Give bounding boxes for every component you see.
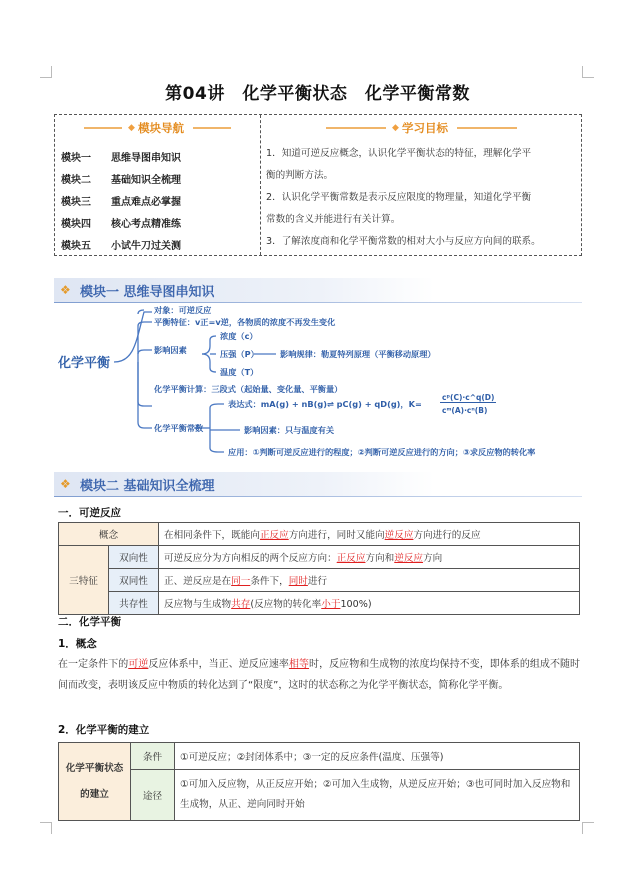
path-label: 途径 [131, 769, 175, 820]
banner-title: 模块二 基础知识全梳理 [80, 479, 215, 494]
diamond-icon: ◆ [392, 123, 399, 133]
module-key: 模块四 [61, 218, 91, 230]
mind-map [54, 302, 582, 460]
mindmap-factors: 影响因素 [154, 345, 187, 355]
feature-cell [159, 592, 580, 615]
module-item[interactable] [61, 145, 257, 167]
table-row [59, 569, 580, 592]
goals-header [260, 119, 583, 137]
text-run: 方向 [423, 553, 443, 564]
feature-cell [159, 569, 580, 592]
text-run: (反应物的转化率 [250, 599, 322, 610]
mindmap-factor-concentration: 浓度（c） [220, 331, 258, 341]
mindmap-factor-temperature: 温度（T） [220, 367, 259, 377]
section-banner-basics [54, 472, 582, 496]
highlight-text: 相等 [288, 659, 310, 670]
table-row [59, 546, 580, 569]
goal-line: 衡的判断方法。 [266, 170, 334, 181]
module-key: 模块五 [61, 240, 91, 252]
subheading-concept: 1．概念 [58, 638, 97, 650]
mindmap-factor-pressure: 压强（P） [220, 349, 259, 359]
text-run: 条件下， [250, 576, 289, 587]
highlight-text: 同一 [231, 576, 251, 587]
double-diamond-icon: ❖ [60, 477, 71, 491]
text-run: 反应物与生成物 [164, 599, 232, 610]
module-label: 小试牛刀过关测 [111, 240, 181, 252]
text-run: 在相同条件下，既能向 [164, 530, 260, 541]
feature-name: 双同性 [109, 569, 159, 592]
heading-chemical-equilibrium: 二．化学平衡 [58, 616, 121, 628]
three-features-label: 三特征 [59, 546, 109, 615]
crop-mark-bottom-right [582, 822, 594, 834]
module-item[interactable] [61, 233, 257, 255]
table-row [59, 743, 580, 770]
concept-label: 概念 [59, 523, 159, 546]
text-run: 方向进行的反应 [413, 530, 481, 541]
goal-line: 常数的含义并能进行有关计算。 [266, 214, 401, 225]
module-label: 基础知识全梳理 [111, 174, 181, 186]
nav-header-label: 模块导航 [137, 121, 184, 135]
table-row [59, 769, 580, 820]
learning-goals [266, 143, 578, 253]
subheading-establishment: 2．化学平衡的建立 [58, 724, 150, 736]
text-run: 进行 [307, 576, 328, 587]
mindmap-k-factor: 影响因素：只与温度有关 [244, 425, 335, 435]
text-run: 100%) [340, 599, 372, 610]
mindmap-feature: 平衡特征：v正=v逆，各物质的浓度不再发生变化 [154, 317, 336, 327]
mindmap-object: 对象：可逆反应 [154, 305, 212, 315]
table-row [59, 523, 580, 546]
highlight-text: 正反应 [336, 553, 366, 564]
condition-text: ①可逆反应；②封闭体系中；③一定的反应条件(温度、压强等) [175, 743, 580, 770]
mindmap-expression-numerator: cᵖ(C)·c^q(D) [442, 393, 495, 402]
module-list [61, 145, 257, 255]
module-key: 模块一 [61, 152, 91, 164]
reversible-reaction-table [58, 522, 580, 615]
concept-cell [159, 523, 580, 546]
highlight-text: 共存 [231, 599, 251, 610]
text-run: 方向和 [365, 553, 395, 564]
banner-title: 模块一 思维导图串知识 [80, 285, 215, 300]
mindmap-calc: 化学平衡计算：三段式（起始量、变化量、平衡量） [154, 384, 343, 394]
text-run: 可逆反应分为方向相反的两个反应方向： [164, 553, 337, 564]
concept-paragraph [58, 654, 580, 696]
heading-reversible-reaction: 一．可逆反应 [58, 507, 121, 519]
mindmap-expression-denominator: cᵐ(A)·cⁿ(B) [442, 406, 488, 415]
text-run: 正、逆反应是在 [164, 576, 232, 587]
diamond-icon: ◆ [128, 123, 135, 133]
highlight-text: 逆反应 [384, 530, 414, 541]
mindmap-rule: 影响规律：勒夏特列原理（平衡移动原理） [280, 349, 436, 359]
text-run: 方向进行，同时又能向 [288, 530, 385, 541]
highlight-text: 同时 [288, 576, 308, 587]
goal-line: 1．知道可逆反应概念，认识化学平衡状态的特征，理解化学平 [266, 148, 532, 159]
condition-label: 条件 [131, 743, 175, 770]
mindmap-root: 化学平衡 [58, 356, 111, 371]
mindmap-apply: 应用：①判断可逆反应进行的程度；②判断可逆反应进行的方向；③求反应物的转化率 [228, 447, 536, 457]
module-key: 模块二 [61, 174, 91, 186]
highlight-text: 逆反应 [394, 553, 424, 564]
module-label: 重点难点必掌握 [111, 196, 181, 208]
goal-line: 2．认识化学平衡常数是表示反应限度的物理量，知道化学平衡 [266, 192, 532, 203]
mindmap-expression: 表达式：mA(g) + nB(g)⇌ pC(g) + qD(g)，K= [228, 399, 422, 409]
module-nav-box [54, 114, 582, 256]
crop-mark-bottom-left [40, 822, 52, 834]
goal-line: 3．了解浓度商和化学平衡常数的相对大小与反应方向间的联系。 [266, 236, 541, 247]
module-item[interactable] [61, 189, 257, 211]
module-item[interactable] [61, 167, 257, 189]
header-line [326, 127, 386, 129]
module-label: 思维导图串知识 [111, 152, 181, 164]
nav-header [55, 119, 260, 137]
page-title: 第04讲 化学平衡状态 化学平衡常数 [165, 84, 470, 104]
mindmap-constant: 化学平衡常数 [154, 423, 204, 433]
establishment-label: 化学平衡状态的建立 [59, 743, 131, 821]
table-row [59, 592, 580, 615]
double-diamond-icon: ❖ [60, 283, 71, 297]
banner-underline [54, 496, 582, 498]
header-line [457, 127, 517, 129]
feature-name: 共存性 [109, 592, 159, 615]
module-label: 核心考点精准练 [111, 218, 181, 230]
goals-header-label: 学习目标 [401, 121, 448, 135]
text-run: 时，反应物和生成物的浓度均保持不变，即体系的组成不随时间而改变，表明该反应中物质的转化达到了“限度”，这时的状态称之为化学平衡状态，简称化学平衡。 [58, 659, 581, 691]
crop-mark-top-right [582, 66, 594, 78]
feature-name: 双向性 [109, 546, 159, 569]
highlight-text: 正反应 [259, 530, 289, 541]
text-run: 反应体系中，当正、逆反应速率 [148, 659, 289, 670]
module-key: 模块三 [61, 196, 91, 208]
path-text: ①可加入反应物，从正反应开始；②可加入生成物，从逆反应开始；③也可同时加入反应物和生成物，从正、逆向同时开始 [175, 769, 580, 820]
header-line [84, 127, 122, 129]
feature-cell [159, 546, 580, 569]
crop-mark-top-left [40, 66, 52, 78]
text-run: 在一定条件下的 [58, 659, 129, 670]
module-item[interactable] [61, 211, 257, 233]
highlight-text: 小于 [321, 599, 341, 610]
equilibrium-establishment-table [58, 742, 580, 821]
header-line [193, 127, 231, 129]
section-banner-mindmap [54, 278, 582, 302]
highlight-text: 可逆 [128, 659, 149, 670]
